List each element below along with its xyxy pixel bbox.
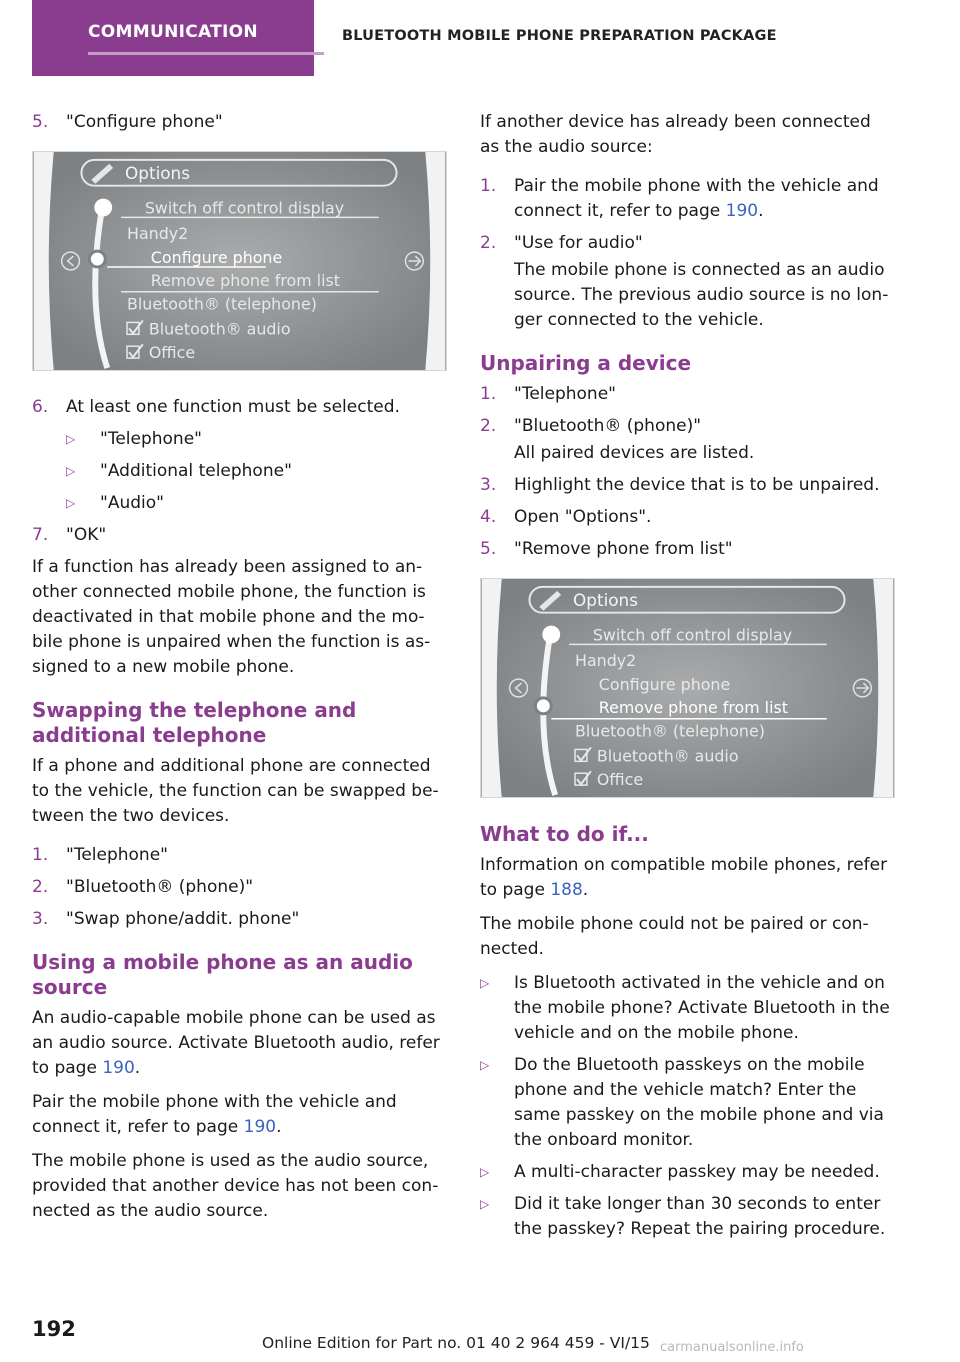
step-number: 2. xyxy=(480,416,497,436)
edition-footer: Online Edition for Part no. 01 40 2 964 459 - VI/15 xyxy=(262,1334,650,1352)
swap-step-1 xyxy=(32,843,447,868)
troubleshoot-item xyxy=(480,971,895,1046)
function-option-text: "Telephone" xyxy=(100,429,202,449)
paragraph-function-assigned: If a function has already been assigned to another connected mobile phone, the function is deactivated in that mobile phone and the mobile phone is unpaired when the function is assigned to a new mobile phone. xyxy=(32,557,431,677)
troubleshoot-text: A multi-character passkey may be needed. xyxy=(514,1162,880,1182)
troubleshoot-item xyxy=(480,1053,895,1153)
options-menu-screenshot-configure xyxy=(32,151,447,371)
swap-step-2 xyxy=(32,875,447,900)
text: . xyxy=(582,880,589,900)
triangle-bullet-icon: ▷ xyxy=(480,1165,490,1179)
step-number: 5. xyxy=(32,112,49,132)
step-note: The mobile phone is connected as an audio source. The previous audio source is no longer connected to the vehicle. xyxy=(514,260,889,330)
paragraph-not-paired: The mobile phone could not be paired or connected. xyxy=(480,914,869,959)
unpair-step-3 xyxy=(480,473,895,498)
page-link-190[interactable]: 190 xyxy=(725,201,759,221)
left-column xyxy=(32,110,447,1233)
heading-audio-source: Using a mobile phone as an audio source xyxy=(32,950,413,999)
step-text: Pair the mobile phone with the vehicle and connect it, refer to page xyxy=(514,176,879,221)
step-number: 2. xyxy=(32,877,49,897)
watermark: carmanualsonline.info xyxy=(660,1340,804,1355)
step-text: "Swap phone/addit. phone" xyxy=(66,909,300,929)
paragraph-already-connected: If another device has already been connected as the audio source: xyxy=(480,112,871,157)
menu-item-handy2: Handy2 xyxy=(127,224,189,244)
menu-item-office: Office xyxy=(596,770,644,790)
heading-what-to-do: What to do if... xyxy=(480,822,649,846)
menu-item-bluetooth-telephone: Bluetooth® (telephone) xyxy=(127,294,317,314)
function-option-text: "Audio" xyxy=(100,493,164,513)
options-menu-screenshot-remove xyxy=(480,578,895,798)
step-text: "Bluetooth® (phone)" xyxy=(66,877,254,897)
troubleshoot-text: Do the Bluetooth passkeys on the mobile phone and the vehicle match? Enter the same passkey on the mobile phone and via the onboard monitor. xyxy=(514,1055,884,1150)
menu-item-office: Office xyxy=(148,343,196,363)
step-text: "Bluetooth® (phone)" xyxy=(514,416,702,436)
section-header-title: BLUETOOTH MOBILE PHONE PREPARATION PACKAGE xyxy=(342,28,777,44)
function-option xyxy=(32,427,447,452)
function-option xyxy=(32,491,447,516)
triangle-bullet-icon: ▷ xyxy=(66,464,76,478)
step-5 xyxy=(32,110,447,135)
step-text: "OK" xyxy=(66,525,107,545)
paragraph-compatible-phones xyxy=(480,853,895,903)
troubleshoot-text: Is Bluetooth activated in the vehicle and on the mobile phone? Activate Bluetooth in the vehicle and on the mobile phone. xyxy=(514,973,890,1043)
chapter-tab-label: COMMUNICATION xyxy=(88,22,258,42)
page-link-190[interactable]: 190 xyxy=(243,1117,277,1137)
step-text: . xyxy=(758,201,764,221)
swap-step-3 xyxy=(32,907,447,932)
troubleshoot-text: Did it take longer than 30 seconds to enter the passkey? Repeat the pairing procedure. xyxy=(514,1194,886,1239)
screen-title: Options xyxy=(125,162,190,183)
text: An audio-capable mobile phone can be used as an audio source. Activate Bluetooth audio, refer to page xyxy=(32,1008,440,1078)
menu-item-switch-off: Switch off control display xyxy=(592,625,793,645)
menu-item-switch-off: Switch off control display xyxy=(144,198,345,218)
page-link-188[interactable]: 188 xyxy=(550,880,583,900)
step-number: 5. xyxy=(480,539,497,559)
step-number: 1. xyxy=(32,845,49,865)
triangle-bullet-icon: ▷ xyxy=(480,1058,490,1072)
triangle-bullet-icon: ▷ xyxy=(480,976,490,990)
troubleshoot-item xyxy=(480,1160,895,1185)
menu-item-bluetooth-audio: Bluetooth® audio xyxy=(148,319,291,339)
page-link-190[interactable]: 190 xyxy=(102,1058,135,1078)
step-note: All paired devices are listed. xyxy=(514,443,755,463)
step-text: "Use for audio" xyxy=(514,233,643,253)
unpair-step-2 xyxy=(480,414,895,439)
menu-item-remove-phone: Remove phone from list xyxy=(598,697,788,717)
step-6 xyxy=(32,395,447,420)
step-7 xyxy=(32,523,447,548)
step-text: "Telephone" xyxy=(66,845,168,865)
menu-item-configure-phone: Configure phone xyxy=(598,674,731,694)
step-number: 1. xyxy=(480,384,497,404)
troubleshoot-item xyxy=(480,1192,895,1242)
step-text: At least one function must be selected. xyxy=(66,397,400,417)
menu-item-bluetooth-audio: Bluetooth® audio xyxy=(596,746,739,766)
unpair-step-5 xyxy=(480,537,895,562)
function-option xyxy=(32,459,447,484)
paragraph-audio-capable xyxy=(32,1006,447,1081)
chapter-tab xyxy=(32,0,314,76)
heading-swapping: Swapping the telephone and additional telephone xyxy=(32,698,357,747)
screen-title: Options xyxy=(573,589,638,610)
triangle-bullet-icon: ▷ xyxy=(66,432,76,446)
menu-item-bluetooth-telephone: Bluetooth® (telephone) xyxy=(575,721,765,741)
step-text: Highlight the device that is to be unpaired. xyxy=(514,475,880,495)
paragraph-swap: If a phone and additional phone are connected to the vehicle, the function can be swapped between the two devices. xyxy=(32,756,439,826)
step-text: Open "Options". xyxy=(514,507,652,527)
audio-step-2 xyxy=(480,231,895,256)
step-number: 3. xyxy=(480,475,497,495)
page-number: 192 xyxy=(32,1317,76,1341)
text: Pair the mobile phone with the vehicle and connect it, refer to page xyxy=(32,1092,397,1137)
text: . xyxy=(134,1058,141,1078)
paragraph-pair-connect xyxy=(32,1090,447,1140)
audio-step-1 xyxy=(480,174,895,224)
triangle-bullet-icon: ▷ xyxy=(480,1197,490,1211)
menu-item-configure-phone: Configure phone xyxy=(150,247,283,267)
step-number: 4. xyxy=(480,507,497,527)
heading-unpairing: Unpairing a device xyxy=(480,351,692,375)
unpair-step-4 xyxy=(480,505,895,530)
function-option-text: "Additional telephone" xyxy=(100,461,292,481)
chapter-tab-bar xyxy=(88,52,324,55)
step-text: "Configure phone" xyxy=(66,112,223,132)
unpair-step-1 xyxy=(480,382,895,407)
menu-item-handy2: Handy2 xyxy=(575,651,637,671)
step-number: 1. xyxy=(480,176,497,196)
step-text: "Telephone" xyxy=(514,384,616,404)
triangle-bullet-icon: ▷ xyxy=(66,496,76,510)
text: Information on compatible mobile phones, refer to page xyxy=(480,855,888,900)
text: . xyxy=(276,1117,282,1137)
step-number: 7. xyxy=(32,525,49,545)
step-text: "Remove phone from list" xyxy=(514,539,733,559)
menu-item-remove-phone: Remove phone from list xyxy=(150,270,340,290)
paragraph-audio-used: The mobile phone is used as the audio source, provided that another device has not been connected as the audio source. xyxy=(32,1151,439,1221)
step-number: 2. xyxy=(480,233,497,253)
step-number: 3. xyxy=(32,909,49,929)
right-column xyxy=(480,110,895,1249)
step-number: 6. xyxy=(32,397,49,417)
